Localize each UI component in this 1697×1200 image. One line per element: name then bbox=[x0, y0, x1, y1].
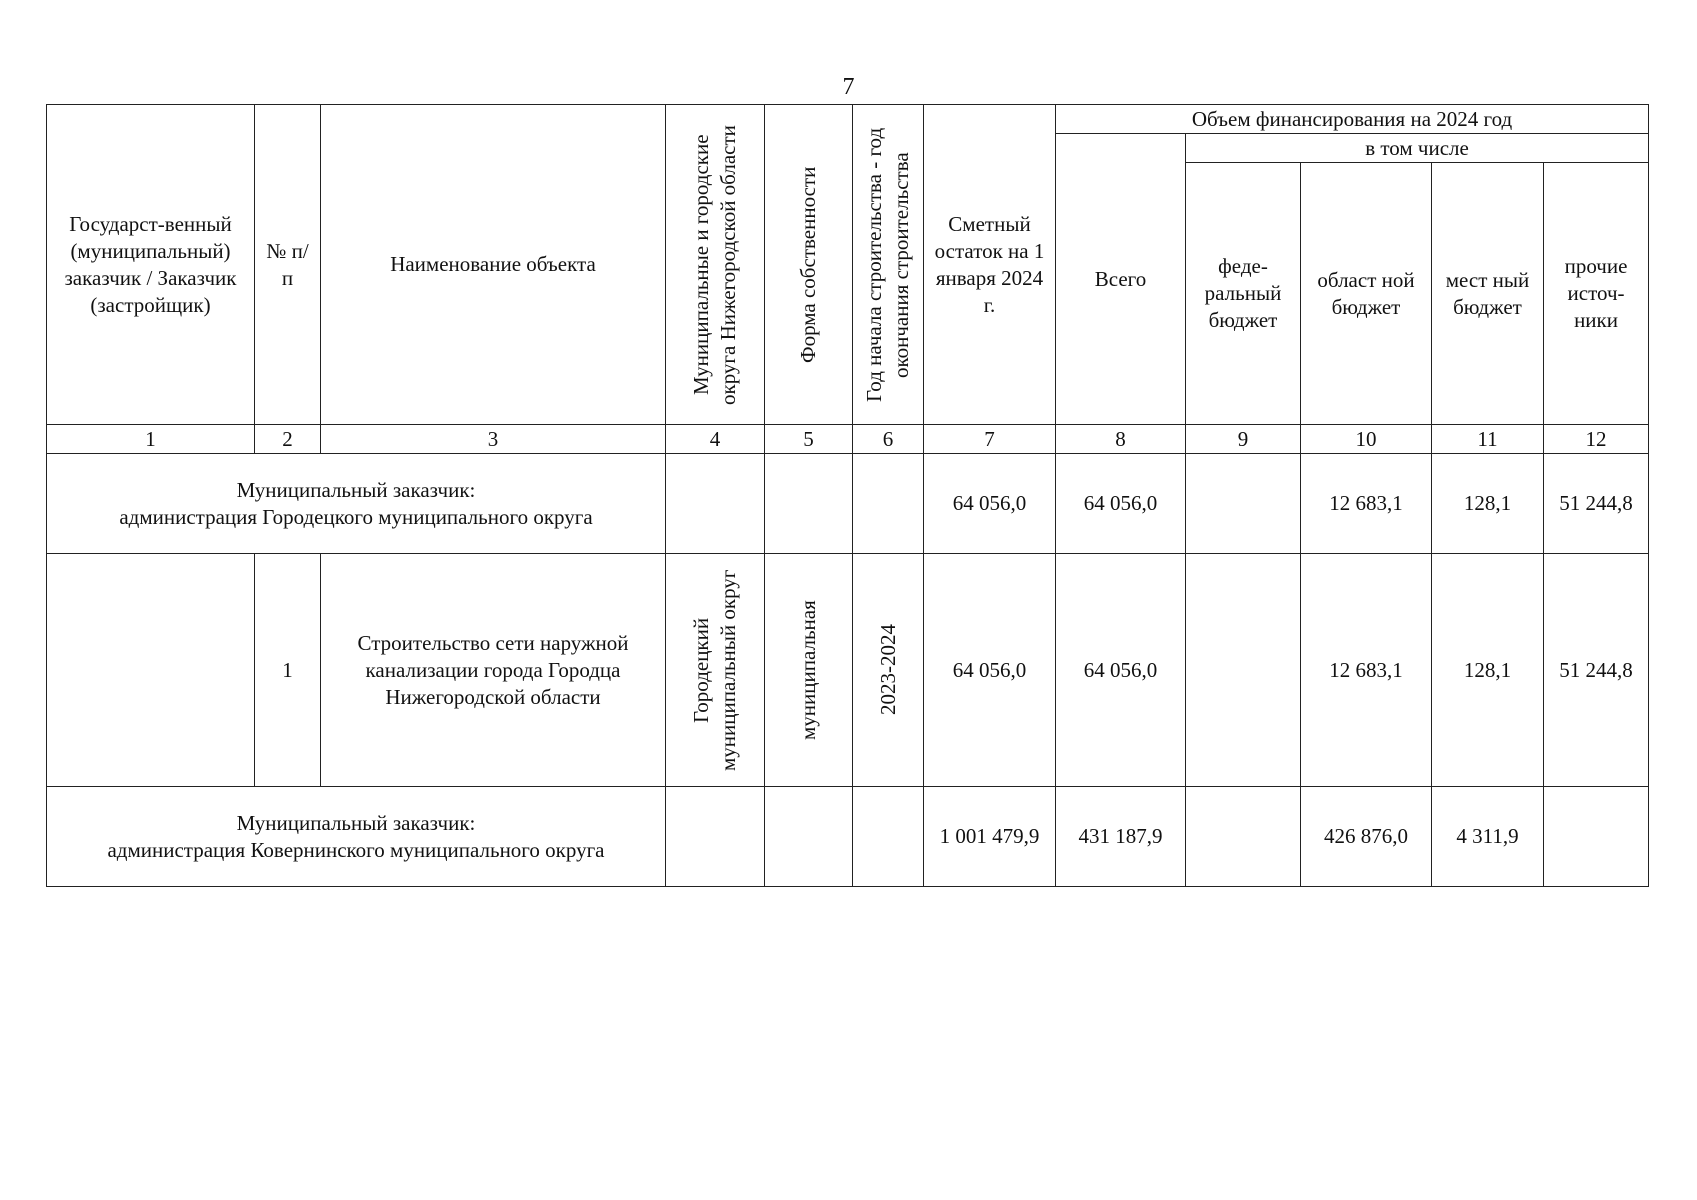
item-federal bbox=[1186, 554, 1301, 787]
item-total: 64 056,0 bbox=[1056, 554, 1186, 787]
item-local: 128,1 bbox=[1432, 554, 1544, 787]
column-number: 8 bbox=[1056, 425, 1186, 454]
item-other: 51 244,8 bbox=[1544, 554, 1649, 787]
group-customer-label: Муниципальный заказчик: bbox=[236, 810, 476, 835]
group-customer bbox=[47, 454, 666, 554]
group-local: 128,1 bbox=[1432, 454, 1544, 554]
column-number: 10 bbox=[1301, 425, 1432, 454]
header-local: мест ный бюджет bbox=[1432, 163, 1544, 425]
group-estimate: 1 001 479,9 bbox=[924, 787, 1056, 887]
group-federal bbox=[1186, 787, 1301, 887]
item-regional: 12 683,1 bbox=[1301, 554, 1432, 787]
header-object-name: Наименование объекта bbox=[321, 105, 666, 425]
header-customer: Государст-венный (муниципальный) заказчик / Заказчик (застройщик) bbox=[47, 105, 255, 425]
group-customer-name: администрация Городецкого муниципального округа bbox=[119, 504, 593, 529]
group-regional: 426 876,0 bbox=[1301, 787, 1432, 887]
group-local: 4 311,9 bbox=[1432, 787, 1544, 887]
group-customer-name: администрация Ковернинского муниципального округа bbox=[107, 837, 605, 862]
header-districts: Муниципальные и городские округа Нижегородской области bbox=[689, 124, 740, 405]
financing-table bbox=[46, 104, 1649, 887]
column-number: 3 bbox=[321, 425, 666, 454]
group-estimate: 64 056,0 bbox=[924, 454, 1056, 554]
header-federal: феде-ральный бюджет bbox=[1186, 163, 1301, 425]
group-other bbox=[1544, 787, 1649, 887]
header-ownership-cell bbox=[765, 105, 853, 425]
item-estimate: 64 056,0 bbox=[924, 554, 1056, 787]
header-ownership: Форма собственности bbox=[796, 166, 820, 363]
group-federal bbox=[1186, 454, 1301, 554]
header-row-1 bbox=[47, 105, 1649, 134]
empty-cell bbox=[765, 787, 853, 887]
header-number: № п/п bbox=[255, 105, 321, 425]
header-estimate: Сметный остаток на 1 января 2024 г. bbox=[924, 105, 1056, 425]
item-ownership-cell bbox=[765, 554, 853, 787]
group-customer bbox=[47, 787, 666, 887]
group-regional: 12 683,1 bbox=[1301, 454, 1432, 554]
column-number: 4 bbox=[666, 425, 765, 454]
column-number: 12 bbox=[1544, 425, 1649, 454]
empty-cell bbox=[666, 787, 765, 887]
item-years: 2023-2024 bbox=[875, 624, 900, 716]
item-name: Строительство сети наружной канализации города Городца Нижегородской области bbox=[321, 554, 666, 787]
column-number: 9 bbox=[1186, 425, 1301, 454]
item-row bbox=[47, 554, 1649, 787]
group-customer-label: Муниципальный заказчик: bbox=[236, 477, 476, 502]
item-number: 1 bbox=[255, 554, 321, 787]
item-years-cell bbox=[853, 554, 924, 787]
group-other: 51 244,8 bbox=[1544, 454, 1649, 554]
page-number: 7 bbox=[842, 74, 855, 100]
header-including: в том числе bbox=[1186, 134, 1649, 163]
empty-cell bbox=[853, 454, 924, 554]
column-number: 1 bbox=[47, 425, 255, 454]
column-number: 2 bbox=[255, 425, 321, 454]
column-number-row bbox=[47, 425, 1649, 454]
empty-cell bbox=[666, 454, 765, 554]
item-district-cell bbox=[666, 554, 765, 787]
group-total: 431 187,9 bbox=[1056, 787, 1186, 887]
header-financing: Объем финансирования на 2024 год bbox=[1056, 105, 1649, 134]
column-number: 11 bbox=[1432, 425, 1544, 454]
item-district: Городецкий муниципальный округ bbox=[689, 569, 740, 771]
column-number: 7 bbox=[924, 425, 1056, 454]
group-row-koverninsky bbox=[47, 787, 1649, 887]
empty-cell bbox=[853, 787, 924, 887]
header-other: прочие источ-ники bbox=[1544, 163, 1649, 425]
group-row-gorodets bbox=[47, 454, 1649, 554]
header-regional: област ной бюджет bbox=[1301, 163, 1432, 425]
empty-cell bbox=[765, 454, 853, 554]
column-number: 6 bbox=[853, 425, 924, 454]
empty-cell bbox=[47, 554, 255, 787]
header-total: Всего bbox=[1056, 134, 1186, 425]
column-number: 5 bbox=[765, 425, 853, 454]
header-districts-cell bbox=[666, 105, 765, 425]
item-ownership: муниципальная bbox=[796, 600, 820, 740]
group-total: 64 056,0 bbox=[1056, 454, 1186, 554]
header-years: Год начала строительства - год окончания строительства bbox=[862, 127, 913, 402]
header-years-cell bbox=[853, 105, 924, 425]
